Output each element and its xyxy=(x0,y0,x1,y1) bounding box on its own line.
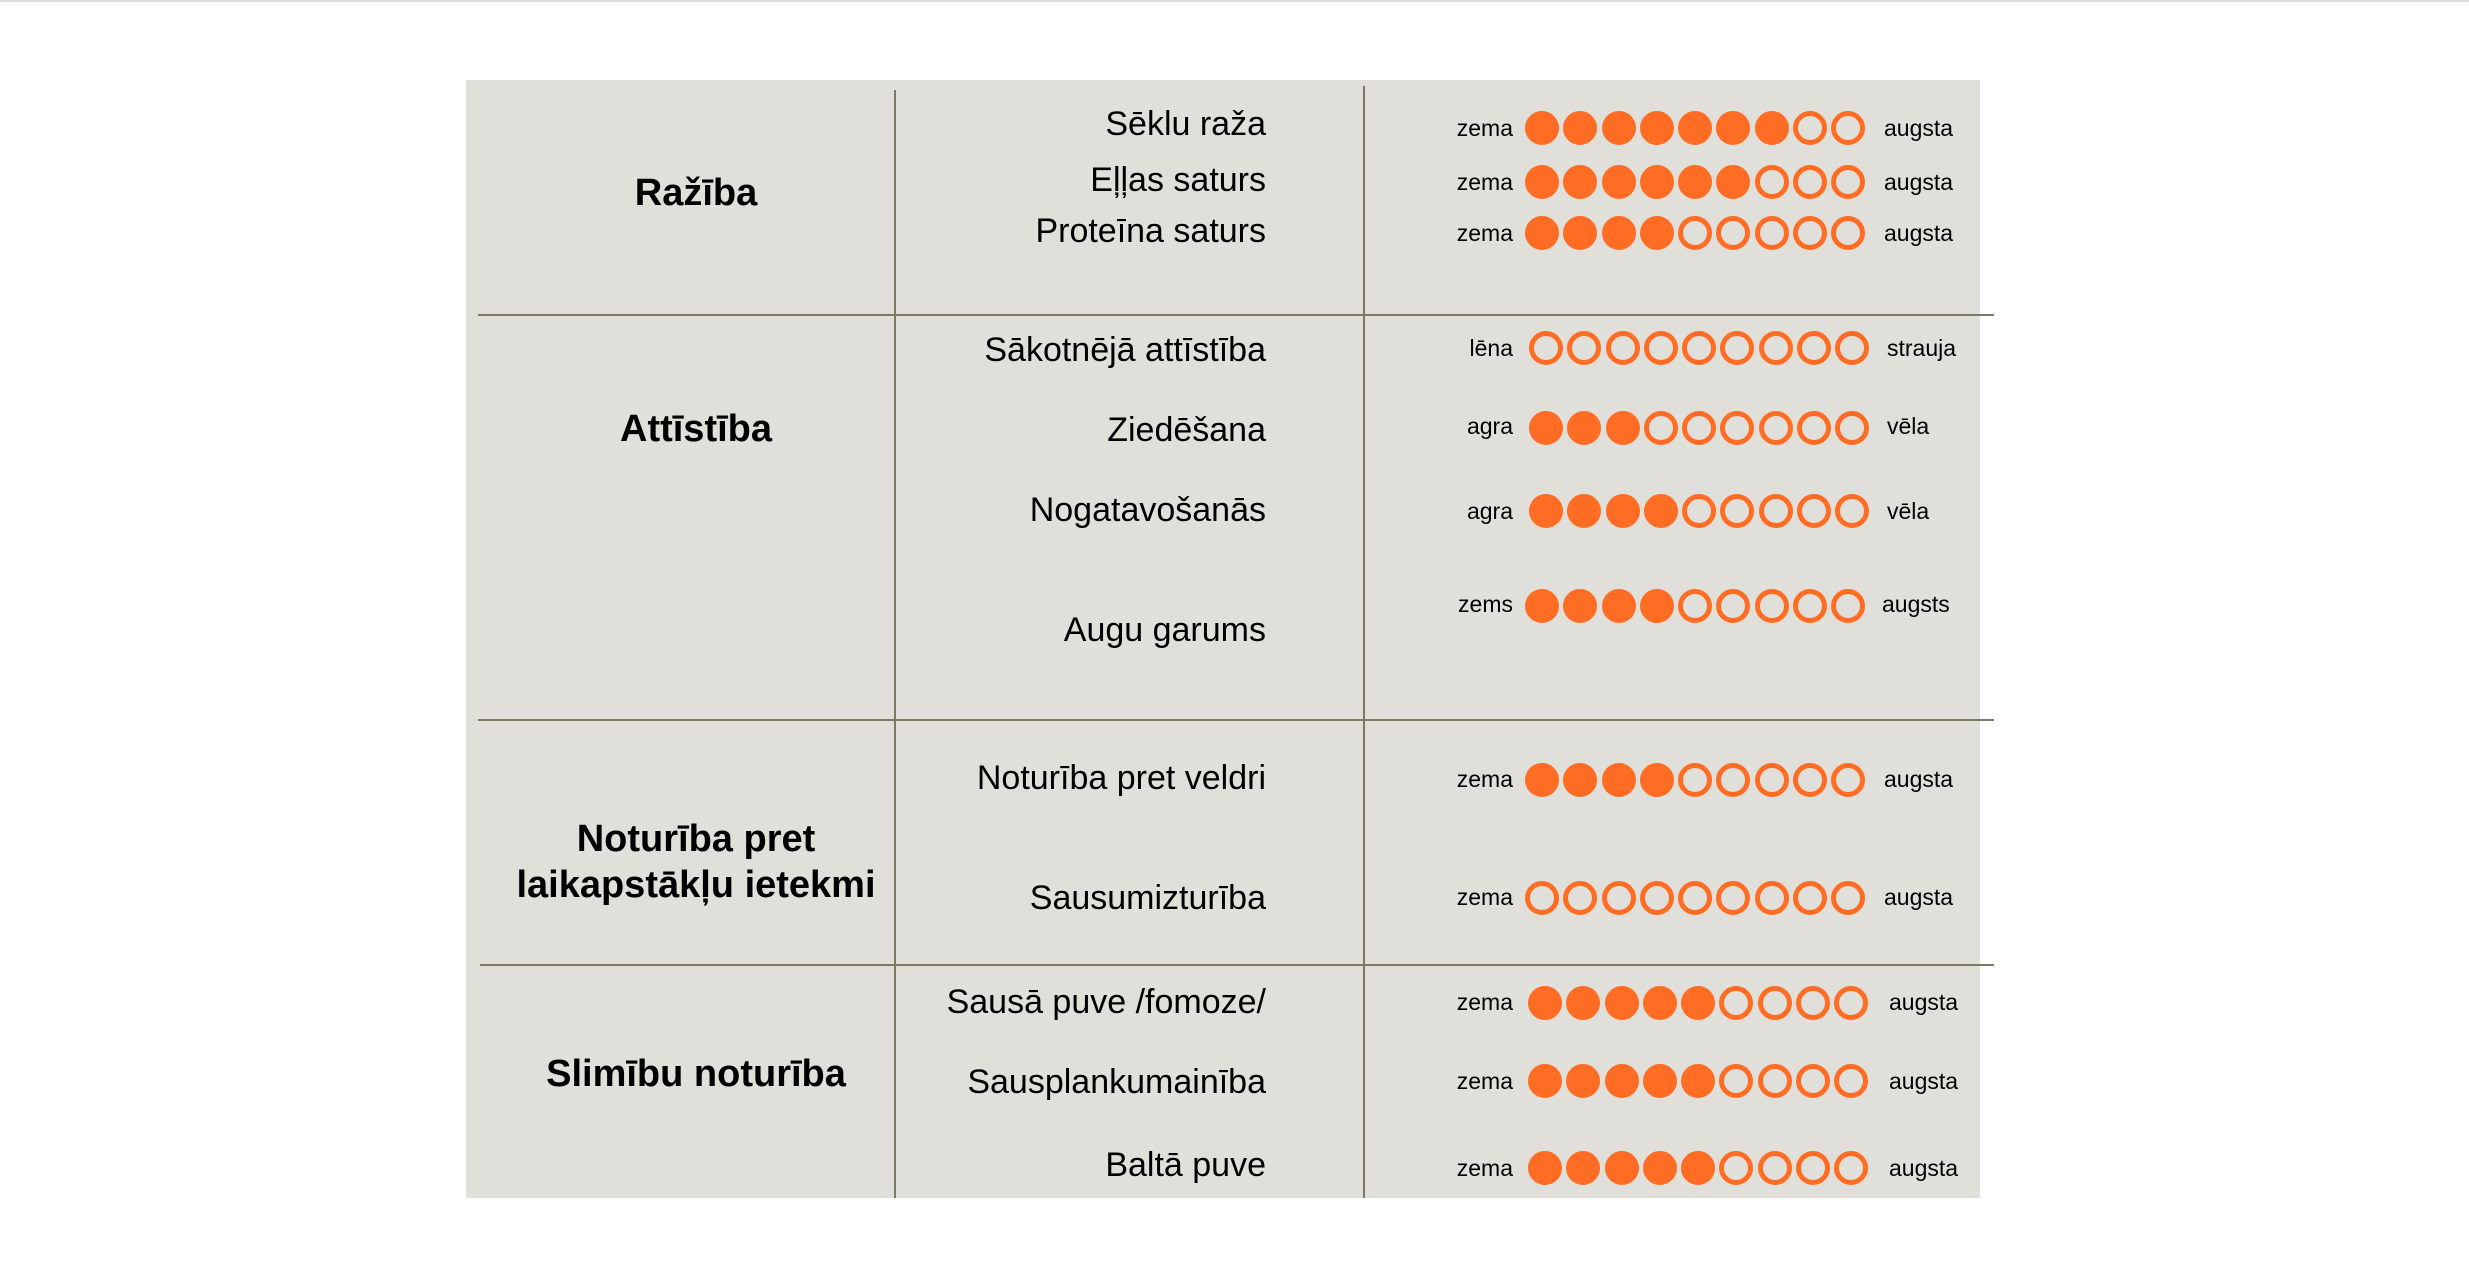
rating-dots xyxy=(1525,589,1865,623)
empty-dot-icon xyxy=(1525,881,1559,915)
top-border xyxy=(0,0,2469,2)
filled-dot-icon xyxy=(1606,411,1640,445)
criterion-label: Sausplankumainība xyxy=(967,1063,1266,1101)
group-divider xyxy=(478,314,1994,316)
criterion-label: Noturība pret veldri xyxy=(976,759,1266,797)
empty-dot-icon xyxy=(1606,331,1640,365)
filled-dot-icon xyxy=(1716,111,1750,145)
scale-high-label: augsta xyxy=(1884,766,1954,792)
criterion-label: Baltā puve xyxy=(1105,1146,1266,1184)
filled-dot-icon xyxy=(1602,111,1636,145)
filled-dot-icon xyxy=(1525,589,1559,623)
scale-low-label: zema xyxy=(1456,220,1513,246)
empty-dot-icon xyxy=(1759,411,1793,445)
scale-high-label: augsta xyxy=(1889,1068,1959,1094)
scale-low-label: zema xyxy=(1456,989,1513,1015)
filled-dot-icon xyxy=(1602,216,1636,250)
empty-dot-icon xyxy=(1716,216,1750,250)
filled-dot-icon xyxy=(1643,1064,1677,1098)
filled-dot-icon xyxy=(1755,111,1789,145)
empty-dot-icon xyxy=(1567,331,1601,365)
filled-dot-icon xyxy=(1529,411,1563,445)
empty-dot-icon xyxy=(1602,881,1636,915)
rating-dots xyxy=(1525,165,1865,199)
empty-dot-icon xyxy=(1755,763,1789,797)
empty-dot-icon xyxy=(1719,1064,1753,1098)
criterion-label: Sākotnējā attīstība xyxy=(984,331,1266,369)
filled-dot-icon xyxy=(1643,1151,1677,1185)
empty-dot-icon xyxy=(1529,331,1563,365)
empty-dot-icon xyxy=(1831,763,1865,797)
scale-high-label: augsta xyxy=(1884,169,1954,195)
filled-dot-icon xyxy=(1525,216,1559,250)
filled-dot-icon xyxy=(1681,986,1715,1020)
empty-dot-icon xyxy=(1719,986,1753,1020)
criterion-label: Sausā puve /fomoze/ xyxy=(946,983,1266,1021)
empty-dot-icon xyxy=(1793,165,1827,199)
filled-dot-icon xyxy=(1563,216,1597,250)
empty-dot-icon xyxy=(1563,881,1597,915)
scale-low-label: zema xyxy=(1456,115,1513,141)
empty-dot-icon xyxy=(1682,331,1716,365)
empty-dot-icon xyxy=(1793,881,1827,915)
empty-dot-icon xyxy=(1835,411,1869,445)
rating-dots xyxy=(1528,1064,1868,1098)
empty-dot-icon xyxy=(1834,986,1868,1020)
scale-high-label: augsta xyxy=(1884,884,1954,910)
scale-low-label: zema xyxy=(1456,1155,1513,1181)
filled-dot-icon xyxy=(1563,763,1597,797)
criterion-label: Sēklu raža xyxy=(1105,105,1266,143)
filled-dot-icon xyxy=(1681,1151,1715,1185)
filled-dot-icon xyxy=(1605,986,1639,1020)
empty-dot-icon xyxy=(1755,165,1789,199)
criterion-label: Augu garums xyxy=(1063,611,1266,649)
empty-dot-icon xyxy=(1831,216,1865,250)
empty-dot-icon xyxy=(1831,589,1865,623)
empty-dot-icon xyxy=(1758,1151,1792,1185)
scale-low-label: zema xyxy=(1456,884,1513,910)
filled-dot-icon xyxy=(1528,1151,1562,1185)
filled-dot-icon xyxy=(1525,111,1559,145)
filled-dot-icon xyxy=(1563,111,1597,145)
rating-dots xyxy=(1525,881,1865,915)
criterion-label: Proteīna saturs xyxy=(1035,212,1266,250)
criterion-label: Eļļas saturs xyxy=(1090,161,1266,199)
empty-dot-icon xyxy=(1644,331,1678,365)
empty-dot-icon xyxy=(1834,1064,1868,1098)
category-title-laikapstakli: Noturība pret laikapstākļu ietekmi xyxy=(516,818,876,906)
rating-dots xyxy=(1525,111,1865,145)
empty-dot-icon xyxy=(1720,411,1754,445)
empty-dot-icon xyxy=(1678,763,1712,797)
filled-dot-icon xyxy=(1525,763,1559,797)
scale-high-label: augsts xyxy=(1882,591,1950,617)
filled-dot-icon xyxy=(1525,165,1559,199)
rating-dots xyxy=(1529,494,1869,528)
group-divider xyxy=(478,719,1994,721)
scale-high-label: strauja xyxy=(1887,335,1957,361)
scale-high-label: augsta xyxy=(1884,115,1954,141)
filled-dot-icon xyxy=(1640,216,1674,250)
filled-dot-icon xyxy=(1566,986,1600,1020)
empty-dot-icon xyxy=(1682,494,1716,528)
scale-low-label: agra xyxy=(1466,498,1513,524)
empty-dot-icon xyxy=(1678,881,1712,915)
rating-dots xyxy=(1528,986,1868,1020)
filled-dot-icon xyxy=(1640,111,1674,145)
filled-dot-icon xyxy=(1640,763,1674,797)
filled-dot-icon xyxy=(1566,1064,1600,1098)
filled-dot-icon xyxy=(1640,589,1674,623)
filled-dot-icon xyxy=(1678,165,1712,199)
scale-high-label: augsta xyxy=(1884,220,1954,246)
scale-low-label: zems xyxy=(1458,591,1513,617)
empty-dot-icon xyxy=(1796,986,1830,1020)
filled-dot-icon xyxy=(1602,165,1636,199)
empty-dot-icon xyxy=(1716,881,1750,915)
empty-dot-icon xyxy=(1797,331,1831,365)
rating-dots xyxy=(1525,763,1865,797)
empty-dot-icon xyxy=(1834,1151,1868,1185)
empty-dot-icon xyxy=(1835,331,1869,365)
empty-dot-icon xyxy=(1720,494,1754,528)
filled-dot-icon xyxy=(1644,494,1678,528)
empty-dot-icon xyxy=(1755,881,1789,915)
rating-dots xyxy=(1529,331,1869,365)
filled-dot-icon xyxy=(1567,494,1601,528)
empty-dot-icon xyxy=(1793,763,1827,797)
filled-dot-icon xyxy=(1605,1151,1639,1185)
empty-dot-icon xyxy=(1682,411,1716,445)
filled-dot-icon xyxy=(1605,1064,1639,1098)
empty-dot-icon xyxy=(1835,494,1869,528)
filled-dot-icon xyxy=(1640,165,1674,199)
empty-dot-icon xyxy=(1759,494,1793,528)
filled-dot-icon xyxy=(1567,411,1601,445)
filled-dot-icon xyxy=(1716,165,1750,199)
empty-dot-icon xyxy=(1678,216,1712,250)
empty-dot-icon xyxy=(1644,411,1678,445)
criterion-label: Nogatavošanās xyxy=(1029,491,1266,529)
empty-dot-icon xyxy=(1716,589,1750,623)
empty-dot-icon xyxy=(1758,1064,1792,1098)
empty-dot-icon xyxy=(1793,111,1827,145)
empty-dot-icon xyxy=(1796,1151,1830,1185)
empty-dot-icon xyxy=(1831,881,1865,915)
filled-dot-icon xyxy=(1606,494,1640,528)
scale-low-label: agra xyxy=(1466,413,1513,439)
scale-low-label: zema xyxy=(1456,766,1513,792)
filled-dot-icon xyxy=(1602,763,1636,797)
empty-dot-icon xyxy=(1793,216,1827,250)
filled-dot-icon xyxy=(1602,589,1636,623)
empty-dot-icon xyxy=(1720,331,1754,365)
scale-low-label: zema xyxy=(1456,169,1513,195)
criterion-label: Ziedēšana xyxy=(1107,411,1266,449)
empty-dot-icon xyxy=(1796,1064,1830,1098)
filled-dot-icon xyxy=(1563,589,1597,623)
scale-low-label: lēna xyxy=(1469,335,1513,361)
scale-high-label: vēla xyxy=(1887,498,1930,524)
empty-dot-icon xyxy=(1759,331,1793,365)
scale-low-label: zema xyxy=(1456,1068,1513,1094)
filled-dot-icon xyxy=(1566,1151,1600,1185)
category-title-attistiba: Attīstība xyxy=(620,408,772,450)
filled-dot-icon xyxy=(1681,1064,1715,1098)
rating-dots xyxy=(1528,1151,1868,1185)
empty-dot-icon xyxy=(1831,165,1865,199)
empty-dot-icon xyxy=(1678,589,1712,623)
empty-dot-icon xyxy=(1793,589,1827,623)
empty-dot-icon xyxy=(1831,111,1865,145)
empty-dot-icon xyxy=(1755,589,1789,623)
filled-dot-icon xyxy=(1678,111,1712,145)
empty-dot-icon xyxy=(1716,763,1750,797)
filled-dot-icon xyxy=(1563,165,1597,199)
criterion-label: Sausumizturība xyxy=(1029,879,1266,917)
category-title-razha: Ražība xyxy=(634,172,758,214)
filled-dot-icon xyxy=(1528,986,1562,1020)
column-divider xyxy=(1363,86,1365,1198)
rating-dots xyxy=(1525,216,1865,250)
filled-dot-icon xyxy=(1529,494,1563,528)
empty-dot-icon xyxy=(1755,216,1789,250)
empty-dot-icon xyxy=(1797,494,1831,528)
category-title-slimibas: Slimību noturība xyxy=(546,1053,846,1095)
scale-high-label: augsta xyxy=(1889,1155,1959,1181)
filled-dot-icon xyxy=(1643,986,1677,1020)
empty-dot-icon xyxy=(1758,986,1792,1020)
scale-high-label: vēla xyxy=(1887,413,1930,439)
rating-dots xyxy=(1529,411,1869,445)
empty-dot-icon xyxy=(1797,411,1831,445)
group-divider xyxy=(480,964,1994,966)
empty-dot-icon xyxy=(1640,881,1674,915)
empty-dot-icon xyxy=(1719,1151,1753,1185)
filled-dot-icon xyxy=(1528,1064,1562,1098)
scale-high-label: augsta xyxy=(1889,989,1959,1015)
